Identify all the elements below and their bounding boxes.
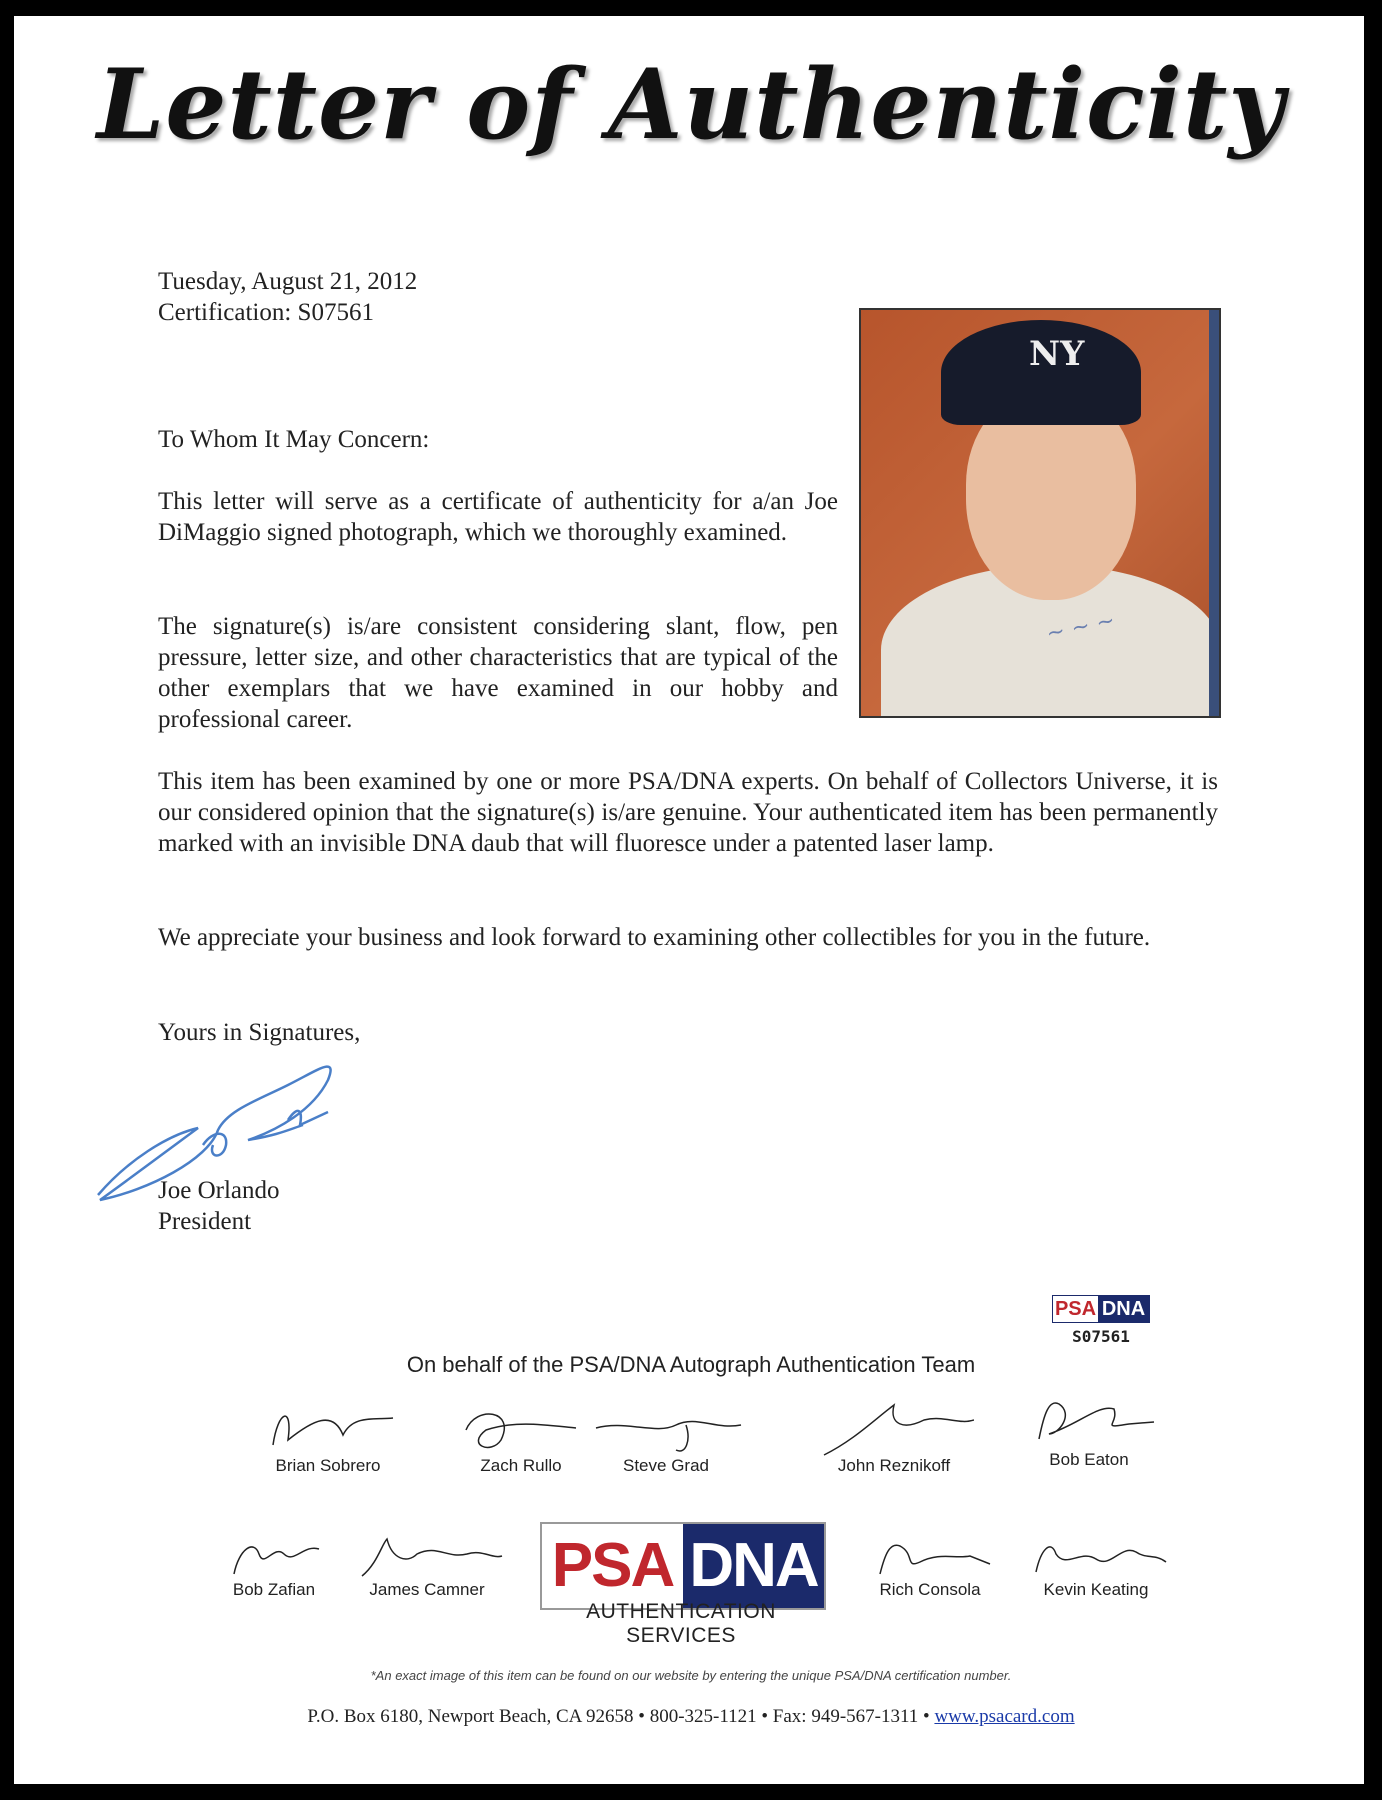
signer-name: Joe Orlando bbox=[158, 1177, 280, 1204]
cap-logo: NY bbox=[1029, 334, 1085, 374]
signed-photograph bbox=[859, 308, 1221, 718]
paragraph-3: This item has been examined by one or more PSA/DNA experts. On behalf of Collectors Universe, it is our considered opinion that the signature(s) is/are genuine. Your authenticated item has been permanently marked with an invisible DNA daub that will fluoresce under a patented laser lamp. bbox=[158, 768, 1218, 857]
logo-dna: DNA bbox=[683, 1524, 824, 1608]
footnote: *An exact image of this item can be found on our website by entering the unique PSA/DNA certification number. bbox=[370, 1668, 1012, 1683]
authenticator-james-camner bbox=[342, 1534, 512, 1600]
authenticator-name: Rich Consola bbox=[879, 1580, 981, 1599]
authenticator-signature bbox=[814, 1400, 974, 1456]
authenticator-name: Steve Grad bbox=[623, 1456, 709, 1475]
address-text: P.O. Box 6180, Newport Beach, CA 92658 • 800-325-1121 • Fax: 949-567-1311 • bbox=[307, 1706, 930, 1727]
authenticator-kevin-keating bbox=[1011, 1534, 1181, 1600]
stamp-dna: DNA bbox=[1098, 1296, 1149, 1322]
authenticator-steve-grad bbox=[581, 1400, 751, 1476]
authenticator-signature bbox=[253, 1400, 403, 1456]
authenticator-signature bbox=[219, 1534, 329, 1580]
certification-number: Certification: S07561 bbox=[158, 299, 374, 326]
logo-services-text: AUTHENTICATION SERVICES bbox=[586, 1600, 776, 1647]
authenticator-name: Bob Eaton bbox=[1049, 1450, 1129, 1469]
photo-autograph: ~ ~ ~ bbox=[1044, 608, 1118, 647]
authenticator-name: Bob Zafian bbox=[232, 1580, 316, 1599]
closing: Yours in Signatures, bbox=[158, 1019, 361, 1046]
letter-meta bbox=[158, 266, 417, 328]
authenticator-signature bbox=[1021, 1534, 1171, 1580]
authenticator-signature bbox=[586, 1400, 746, 1456]
psa-dna-logo bbox=[540, 1522, 826, 1610]
stamp-logo bbox=[1052, 1295, 1150, 1323]
authenticator-signature bbox=[347, 1534, 507, 1580]
paragraph-1: This letter will serve as a certificate of authenticity for a/an Joe DiMaggio signed photograph, which we thoroughly examined. bbox=[158, 488, 838, 546]
website-link[interactable]: www.psacard.com bbox=[934, 1706, 1075, 1727]
authenticator-bob-zafian bbox=[189, 1534, 359, 1600]
letter-title: Letter of Authenticity bbox=[96, 48, 1286, 161]
authenticator-john-reznikoff bbox=[809, 1400, 979, 1476]
authenticator-name: Zach Rullo bbox=[480, 1456, 562, 1475]
authenticator-name: Kevin Keating bbox=[1043, 1580, 1149, 1599]
certification-stamp bbox=[1052, 1295, 1150, 1346]
authenticator-brian-sobrero bbox=[243, 1400, 413, 1476]
photo-border-stripe bbox=[1209, 310, 1219, 716]
authenticator-bob-eaton bbox=[1004, 1394, 1174, 1470]
letter-date: Tuesday, August 21, 2012 bbox=[158, 268, 418, 295]
authenticator-rich-consola bbox=[845, 1534, 1015, 1600]
signer-block bbox=[158, 1175, 280, 1237]
footer-address bbox=[0, 1706, 1382, 1728]
authenticator-signature bbox=[860, 1534, 1000, 1580]
authenticator-name: Brian Sobrero bbox=[275, 1456, 381, 1475]
team-heading: On behalf of the PSA/DNA Autograph Authentication Team bbox=[406, 1352, 976, 1377]
stamp-number: S07561 bbox=[1072, 1327, 1130, 1346]
authenticator-name: John Reznikoff bbox=[837, 1456, 951, 1475]
salutation: To Whom It May Concern: bbox=[158, 426, 430, 453]
authenticator-signature bbox=[446, 1400, 596, 1456]
authenticator-signature bbox=[1019, 1394, 1159, 1450]
authenticator-name: James Camner bbox=[369, 1580, 485, 1599]
stamp-psa: PSA bbox=[1054, 1298, 1097, 1320]
signer-title: President bbox=[158, 1208, 252, 1235]
paragraph-2: The signature(s) is/are consistent considering slant, flow, pen pressure, letter size, and other characteristics that are typical of the other exemplars that we have examined in our hobby and professional career. bbox=[158, 613, 838, 733]
logo-psa: PSA bbox=[542, 1524, 683, 1608]
paragraph-4: We appreciate your business and look forward to examining other collectibles for you in the future. bbox=[158, 924, 1151, 951]
